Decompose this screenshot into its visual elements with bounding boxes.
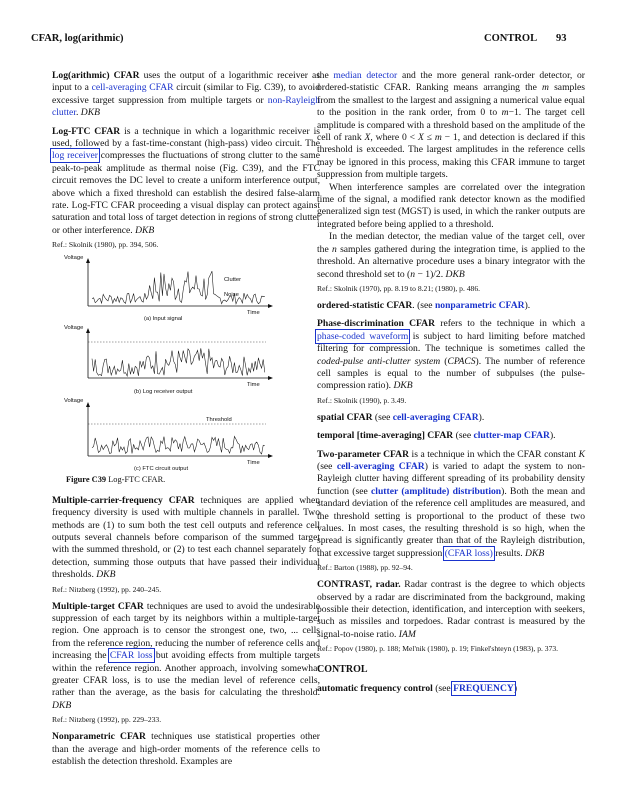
- entry-text: ) is varied to adapt the system to non-Rayleigh clutter having different spreading of its probability density function (see: [317, 460, 586, 497]
- term-automatic-frequency-control: automatic frequency control: [317, 682, 433, 694]
- figure-c39: [52, 254, 320, 472]
- reference: Ref.: Barton (1988), pp. 92–94.: [317, 563, 413, 573]
- author-initials: DKB: [52, 699, 72, 711]
- entry-log-ftc-cfar: [52, 126, 320, 238]
- entry-text: techniques use statistical properties other than the average and high-order moments of the reference cells to establish the detection threshold. Examples are: [52, 731, 320, 767]
- axis-arrow: [86, 328, 90, 333]
- entry-text: ). The number of reference cell samples is equal to the number of subpulses (the pulse-compression ratio).: [317, 355, 586, 392]
- math-variable: n: [410, 268, 416, 280]
- term-two-parameter-cfar: Two-parameter CFAR: [317, 448, 410, 460]
- entry-text: (see: [372, 411, 393, 423]
- entry-ordered-statistic-cfar: [317, 300, 585, 312]
- term-log-cfar: Log(arithmic) CFAR: [52, 70, 140, 81]
- link-cell-averaging-cfar[interactable]: cell-averaging CFAR: [91, 82, 174, 94]
- axis-arrow: [268, 454, 273, 458]
- entry-text: ≤: [423, 132, 435, 144]
- y-axis-label: Voltage: [64, 255, 84, 262]
- math-variable: K: [578, 448, 585, 460]
- link-nonparametric-cfar[interactable]: nonparametric CFAR: [434, 299, 525, 311]
- link-cell-averaging-cfar[interactable]: cell-averaging CFAR: [392, 411, 479, 423]
- math-variable: m: [541, 82, 549, 94]
- reference: Ref.: Skolnik (1990), p. 3.49.: [317, 395, 407, 405]
- log-receiver-trace: [92, 349, 265, 377]
- figure-caption: [66, 474, 320, 486]
- entry-text: ).: [549, 430, 556, 442]
- entry-text: techniques are applied when frequency diversity is used with multiple channels in parallel. Two methods are (1) to sum both the test cell outputs and reference cell outputs several channels before comparison of the summed target with the summed threshold, or (2) to test each channel separately for detection, summing those outputs that have passed their individual thresholds.: [52, 494, 320, 581]
- author-initials: DKB: [96, 569, 116, 581]
- entry-nonparametric-cfar: [52, 731, 320, 768]
- entry-nonparametric-continued: [317, 70, 585, 182]
- term-phase-discrimination-cfar: Phase-discrimination CFAR: [317, 318, 436, 330]
- entry-text: . (see: [412, 299, 435, 311]
- entry-text: is subject to hard limiting before matched filtering for compression. The technique is sometimes called the: [317, 330, 585, 355]
- entry-text: results.: [492, 547, 526, 559]
- italic-term: CPACS: [447, 355, 476, 367]
- entry-text: ).: [524, 299, 531, 311]
- author-initials: DKB: [445, 268, 465, 280]
- link-median-detector[interactable]: median detector: [333, 70, 398, 81]
- term-multiple-target-cfar: Multiple-target CFAR: [52, 600, 144, 612]
- link-cfar-loss[interactable]: (CFAR loss): [444, 547, 493, 559]
- term-log-ftc-cfar: Log-FTC CFAR: [52, 125, 121, 137]
- clutter-label: Clutter: [224, 277, 242, 284]
- entry-text: (see: [453, 430, 474, 442]
- entry-text: In the median detector, the median value of the target cell, over the: [317, 231, 585, 255]
- entry-text: − 1)/2.: [415, 268, 446, 280]
- entry-text: samples gathered during the integration time, is applied to the threshold. An alternative procedure uses a binary integrator with the second threshold set to (: [317, 243, 585, 280]
- entry-text: .: [75, 107, 81, 119]
- page-number: 93: [556, 33, 567, 44]
- author-initials: IAM: [398, 628, 416, 640]
- term-spatial-cfar: spatial CFAR: [317, 411, 373, 423]
- link-cfar-loss[interactable]: CFAR loss: [109, 650, 153, 662]
- author-initials: DKB: [525, 547, 545, 559]
- entry-text: Radar contrast is the degree to which objects observed by a radar are discriminated from the background, making possible their detection, identification, and interception with seekers, such as missiles and torpedoes. Radar contrast is measured by the signal-to-noise ratio.: [317, 579, 585, 640]
- figure-number: Figure C39: [66, 475, 107, 485]
- entry-log-cfar: [52, 70, 320, 120]
- entry-text: (see: [317, 460, 337, 472]
- link-cell-averaging-cfar[interactable]: cell-averaging CFAR: [336, 460, 425, 472]
- entry-text: refers to the technique in which a: [435, 318, 585, 330]
- time-label: Time: [247, 310, 260, 317]
- reference: Ref.: Skolnik (1980), pp. 394, 506.: [52, 240, 159, 250]
- math-variable: m: [434, 132, 442, 144]
- term-nonparametric-cfar: Nonparametric CFAR: [52, 731, 146, 743]
- entry-text: (see: [432, 682, 454, 694]
- term-ordered-statistic-cfar: ordered-statistic CFAR: [317, 299, 413, 311]
- math-variable: X: [364, 132, 371, 144]
- panel-a-label: (a) Input signal: [144, 316, 183, 323]
- entry-temporal-cfar: [317, 430, 585, 442]
- entry-text: ): [513, 682, 518, 694]
- axis-arrow: [268, 304, 273, 308]
- y-axis-label: Voltage: [64, 325, 84, 332]
- threshold-label: Threshold: [206, 417, 232, 424]
- section-heading-control: CONTROL: [317, 664, 368, 676]
- entry-text: the: [317, 70, 334, 81]
- entry-text: but avoiding effects from multiple targets within the reference region. Another approach, involving somewhat greater CFAR loss, is to use the median level of reference cells, rather than the average, as the basis for calculating the threshold.: [52, 650, 320, 699]
- entry-multiple-carrier-frequency-cfar: [52, 495, 320, 582]
- figure-caption-text: Log-FTC CFAR.: [106, 475, 166, 485]
- author-initials: DKB: [393, 380, 413, 392]
- paragraph-mgst: When interference samples are correlated over the integration time of the signal, a modified rank detector known as the modified generalized sign test (MGST) is used, in which the ranker outputs are integrated before being applied to a threshold.: [317, 181, 585, 230]
- link-frequency[interactable]: FREQUENCY: [453, 682, 514, 694]
- link-phase-coded-waveform[interactable]: phase-coded waveform: [317, 330, 409, 342]
- entry-text: ). Both the mean and standard deviation of the reference cell amplitudes are measured, and the threshold setting is proportional to the product of these two values. In most cases, the resulting threshold is so high, when the spread is significantly greater than that of the Rayleigh distribution, that excessive target suppression: [317, 485, 585, 559]
- noise-label: Noise: [224, 292, 239, 299]
- entry-text: uses the output of a logarithmic receiver as input to a: [52, 70, 320, 94]
- entry-automatic-frequency-control: [317, 683, 585, 695]
- running-header-right: CONTROL: [484, 33, 538, 44]
- author-initials: DKB: [80, 107, 100, 119]
- math-variable: n: [332, 243, 337, 255]
- term-multiple-carrier-frequency-cfar: Multiple-carrier-frequency CFAR: [52, 494, 195, 506]
- reference: Ref.: Nitzberg (1992), pp. 229–233.: [52, 715, 162, 725]
- entry-text: and the more general rank-order detector, or ordered-statistic CFAR. Ranking means arranging the: [317, 70, 586, 94]
- entry-multiple-target-cfar: [52, 601, 320, 713]
- entry-text: −1. The target cell amplitude is compared with a threshold based on the amplitude of the cell of rank: [317, 107, 585, 144]
- ftc-output-trace: [92, 437, 265, 455]
- y-axis-label: Voltage: [64, 398, 84, 405]
- entry-text: samples from the smallest to the largest and assigning a numerical value equal to the position in the rank order, from 0 to: [317, 82, 585, 119]
- reference: Ref.: Popov (1980), p. 188; Mel'nik (1980), p. 19; Finkel'shteyn (1983), p. 373.: [317, 644, 559, 654]
- term-temporal-cfar: temporal [time-averaging] CFAR: [317, 430, 454, 442]
- entry-spatial-cfar: [317, 412, 585, 424]
- entry-contrast-radar: [317, 579, 585, 641]
- term-contrast-radar: CONTRAST, radar.: [317, 579, 401, 591]
- reference: Ref.: Nitzberg (1992), pp. 240–245.: [52, 584, 162, 594]
- paragraph-median-detector: [317, 231, 585, 281]
- entry-text: circuit (similar to Fig. C39), to avoid excessive target suppression from multiple targets or: [52, 82, 320, 106]
- entry-text: , where 0 <: [370, 132, 418, 144]
- link-non-rayleigh-clutter[interactable]: non-Rayleigh clutter: [52, 94, 320, 119]
- entry-two-parameter-cfar: [317, 449, 585, 561]
- link-clutter-map-cfar[interactable]: clutter-map CFAR: [473, 430, 550, 442]
- math-variable: m: [501, 107, 509, 119]
- reference: Ref.: Skolnik (1970), pp. 8.19 to 8.21; (1980), p. 486.: [317, 283, 481, 293]
- link-log-receiver[interactable]: log receiver: [52, 150, 98, 162]
- axis-arrow: [86, 402, 90, 407]
- entry-text: is a technique in which the CFAR constant: [409, 448, 579, 460]
- left-column: [52, 70, 320, 768]
- entry-text: techniques are used to avoid the undesirable suppression of each target by its neighbors within a multiple-target region. One approach is to censor the strongest one, two, ... cells from the reference region, reducing the number of reference cells and increasing the: [52, 600, 320, 662]
- entry-text: ).: [478, 411, 485, 423]
- running-header-left: CFAR, log(arithmic): [31, 33, 124, 44]
- entry-text: compresses the fluctuations of strong clutter to the same peak-to-peak amplitude as thermal noise (Fig. C39), and the FTC circuit removes the DC level to create a uniform interference output, above which a fixed threshold can establish the desired false-alarm rate. Log-FTC CFAR proceeding a visual display can protect against saturation and total loss of target detection in regions of strong clutter or other interference.: [52, 150, 320, 236]
- entry-text: − 1, and detection is declared if this threshold is exceeded. The largest amplitudes in the reference cells may be ignored in this process, making this CFAR immune to target suppression from multiple targets.: [317, 132, 585, 181]
- time-label: Time: [247, 382, 260, 389]
- panel-b-label: (b) Log receiver output: [134, 389, 193, 396]
- author-initials: DKB: [135, 224, 155, 236]
- axis-arrow: [86, 258, 90, 263]
- entry-text: (: [440, 355, 448, 367]
- right-column: [317, 70, 585, 695]
- entry-text: is a technique in which a logarithmic receiver is used, followed by a fast-time-constant (high-pass) video circuit. The: [52, 125, 320, 150]
- link-clutter-amplitude-distribution[interactable]: clutter (amplitude) distribution: [371, 485, 502, 497]
- math-variable: X: [417, 132, 424, 144]
- panel-c-label: (c) FTC circuit output: [134, 466, 189, 473]
- time-label: Time: [247, 460, 260, 467]
- entry-phase-discrimination-cfar: [317, 318, 585, 392]
- italic-term: coded-pulse anti-clutter system: [317, 355, 441, 367]
- axis-arrow: [268, 376, 273, 380]
